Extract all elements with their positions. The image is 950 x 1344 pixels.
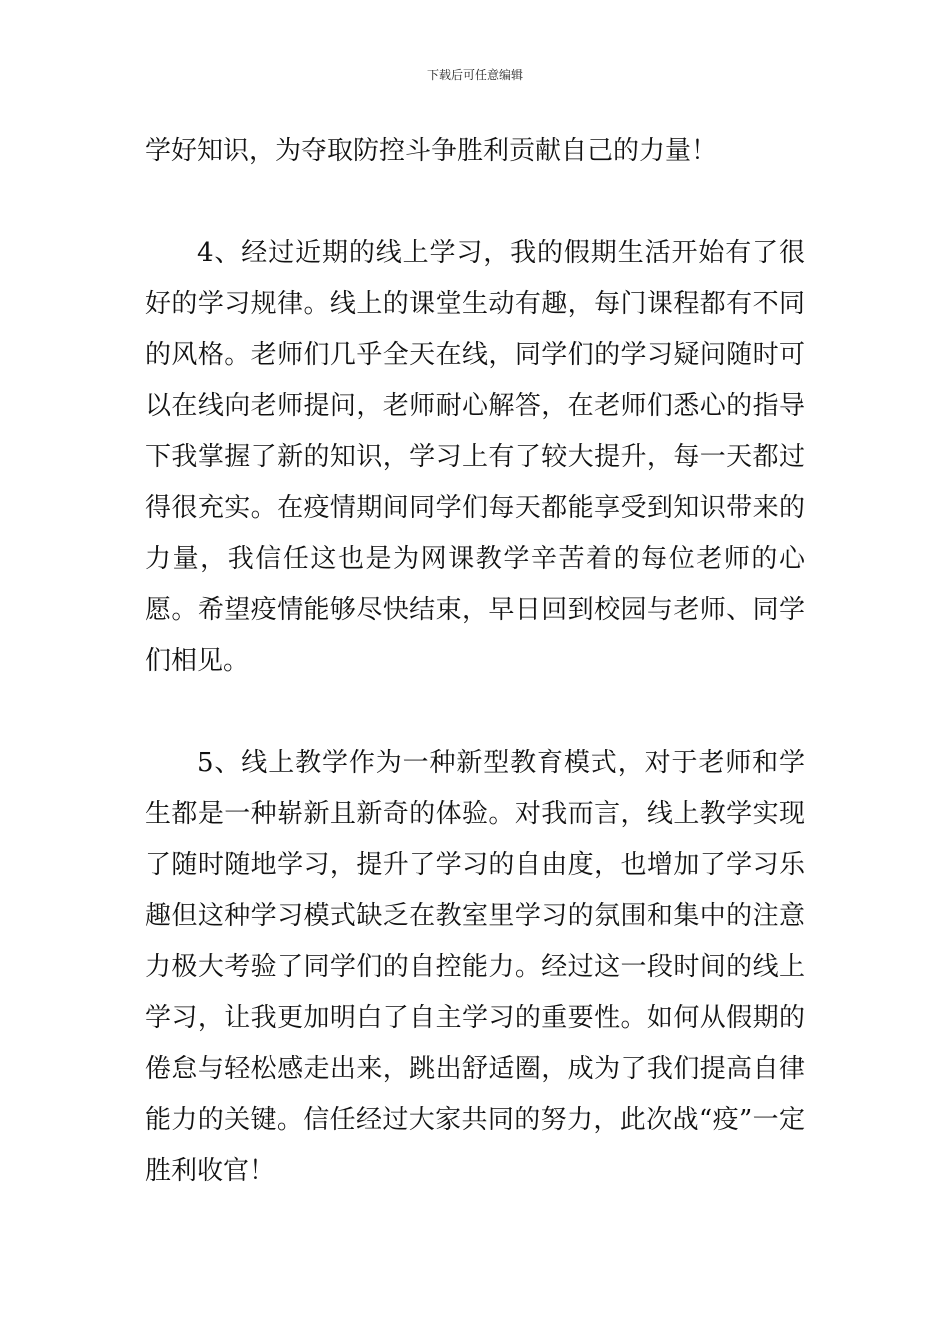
paragraph-spacer (145, 687, 805, 738)
paragraph-item-5: 5、线上教学作为一种新型教育模式，对于老师和学生都是一种崭新且新奇的体验。对我而言，线上教学实现了随时随地学习，提升了学习的自由度，也增加了学习乐趣但这种学习模式缺乏在教室里学习的氛围和集中的注意力极大考验了同学们的自控能力。经过这一段时间的线上学习，让我更加明白了自主学习的重要性。如何从假期的倦怠与轻松感走出来，跳出舒适圈，成为了我们提高自律能力的关键。信任经过大家共同的努力，此次战“疫”一定胜利收官！ (145, 748, 805, 1186)
paragraph-item-4: 4、经过近期的线上学习，我的假期生活开始有了很好的学习规律。线上的课堂生动有趣，每门课程都有不同的风格。老师们几乎全天在线，同学们的学习疑问随时可以在线向老师提问，老师耐心解答，在老师们悉心的指导下我掌握了新的知识，学习上有了较大提升，每一天都过得很充实。在疫情期间同学们每天都能享受到知识带来的力量，我信任这也是为网课教学辛苦着的每位老师的心愿。希望疫情能够尽快结束，早日回到校园与老师、同学们相见。 (145, 238, 805, 676)
page-header: 下载后可任意编辑 (426, 68, 523, 82)
document-body (145, 126, 805, 1197)
paragraph-continuation: 学好知识，为夺取防控斗争胜利贡献自己的力量！ (145, 136, 718, 166)
paragraph-spacer (145, 177, 805, 228)
